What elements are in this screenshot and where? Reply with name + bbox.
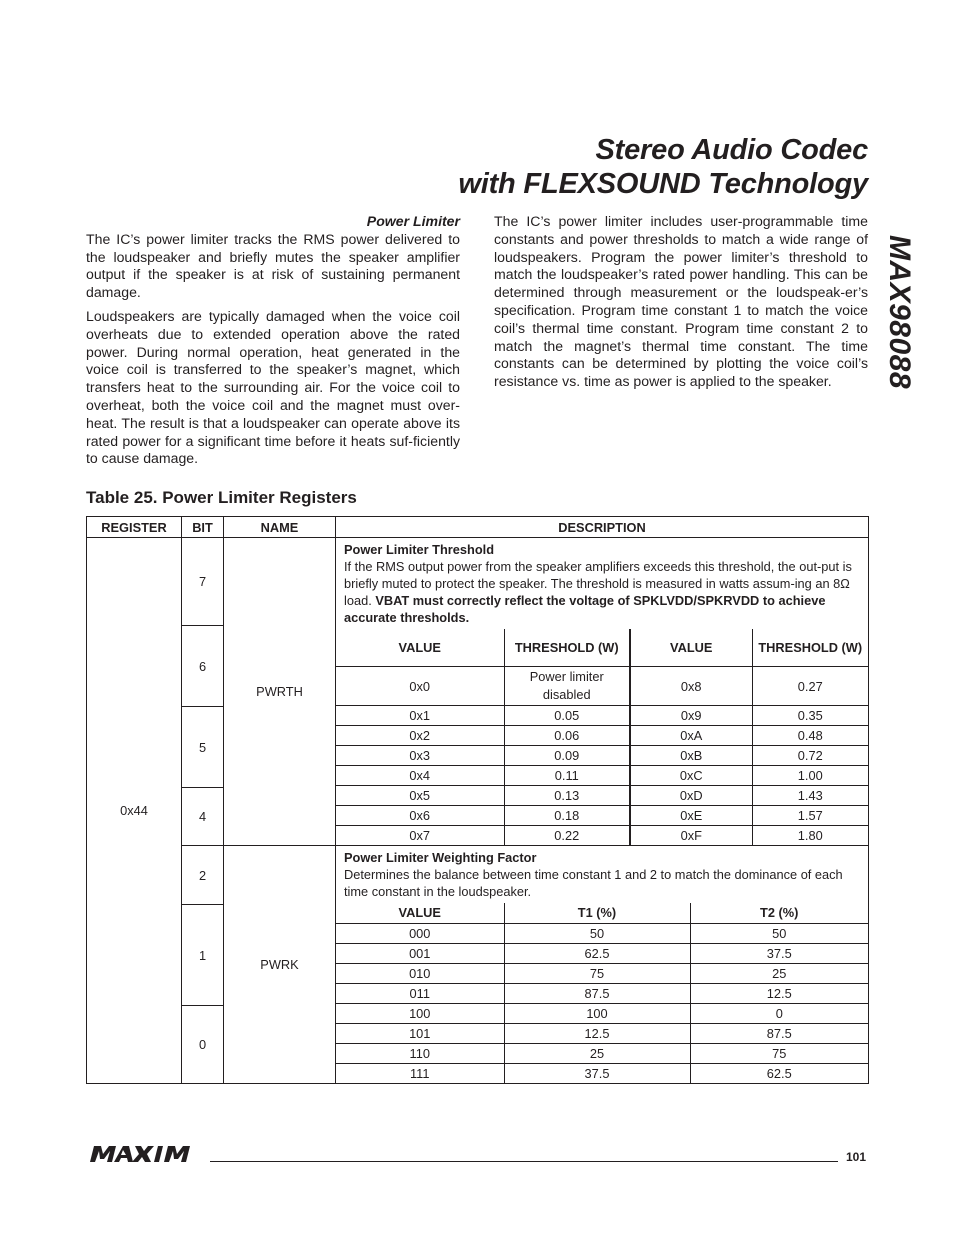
threshold-cell: 0.22 (504, 826, 630, 846)
value-cell: 0x2 (336, 726, 504, 746)
value-cell: 0x8 (630, 667, 752, 706)
column-header: THRESHOLD (W) (504, 629, 630, 667)
description-text: Determines the balance between time constant 1 and 2 to match the dominance of each time constant in the loudspeaker. (344, 867, 843, 899)
value-cell: 0xA (630, 726, 752, 746)
register-address: 0x44 (87, 538, 182, 1084)
threshold-cell: 0.27 (752, 667, 868, 706)
t1-cell: 25 (504, 1044, 690, 1064)
table-header-row (87, 517, 869, 538)
table-row (336, 826, 868, 846)
description-note: VBAT must correctly reflect the voltage of SPKLVDD/SPKRVDD to achieve accurate thresholds. (344, 593, 826, 625)
value-cell: 0x0 (336, 667, 504, 706)
value-cell: 110 (336, 1044, 504, 1064)
t1-cell: 75 (504, 964, 690, 984)
field-name: PWRK (224, 846, 336, 1084)
bit-cell: 5 (182, 707, 224, 788)
bit-cell: 6 (182, 626, 224, 707)
description-cell (336, 538, 869, 846)
weighting-header-row (336, 903, 868, 924)
threshold-cell: 0.09 (504, 746, 630, 766)
weighting-description (336, 846, 868, 903)
t1-cell: 37.5 (504, 1064, 690, 1084)
table-row (336, 1044, 868, 1064)
t2-cell: 87.5 (690, 1024, 868, 1044)
t1-cell: 62.5 (504, 944, 690, 964)
footer-rule (210, 1161, 838, 1162)
value-cell: 0x3 (336, 746, 504, 766)
column-header: VALUE (630, 629, 752, 667)
threshold-cell: 0.06 (504, 726, 630, 746)
threshold-header-row (336, 629, 868, 667)
table-row (336, 1024, 868, 1044)
bit-cell: 2 (182, 846, 224, 905)
table-row (336, 726, 868, 746)
bit-cell: 4 (182, 788, 224, 846)
threshold-cell: 0.11 (504, 766, 630, 786)
description-title: Power Limiter Threshold (344, 542, 495, 557)
table-row (87, 538, 869, 626)
threshold-cell: 0.35 (752, 706, 868, 726)
t2-cell: 75 (690, 1044, 868, 1064)
table-caption: Table 25. Power Limiter Registers (86, 488, 357, 507)
column-header: REGISTER (87, 517, 182, 538)
value-cell: 100 (336, 1004, 504, 1024)
value-cell: 0x5 (336, 786, 504, 806)
power-limiter-registers-table (86, 516, 869, 1084)
threshold-cell: 1.80 (752, 826, 868, 846)
threshold-cell: 1.00 (752, 766, 868, 786)
t2-cell: 37.5 (690, 944, 868, 964)
threshold-description (336, 538, 868, 629)
column-header: VALUE (336, 903, 504, 924)
column-header: THRESHOLD (W) (752, 629, 868, 667)
t1-cell: 50 (504, 924, 690, 944)
t2-cell: 0 (690, 1004, 868, 1024)
page-number: 101 (846, 1150, 867, 1164)
table-row (336, 1064, 868, 1084)
table-row (336, 786, 868, 806)
table-row (336, 746, 868, 766)
table-row (336, 667, 868, 706)
threshold-table (336, 629, 868, 845)
threshold-cell: 0.72 (752, 746, 868, 766)
t1-cell: 100 (504, 1004, 690, 1024)
bit-cell: 0 (182, 1006, 224, 1084)
paragraph: The IC’s power limiter includes user-programmable time constants and power thresholds to match a wide range of loudspeakers. Program the power limiter’s threshold to match the loudspeaker’s rated power handling. This can be determined through measurement or the loudspeak-er’s specification. Program time constant 1 to match the voice coil’s thermal time constant. Program time constant 2 to match the magnet’s thermal time constant. The time constants can be determined by plotting the voice coil’s resistance vs. time as power is applied to the speaker. (494, 213, 868, 390)
threshold-cell: 0.05 (504, 706, 630, 726)
description-cell (336, 846, 869, 1084)
t2-cell: 12.5 (690, 984, 868, 1004)
column-header: T1 (%) (504, 903, 690, 924)
column-header: NAME (224, 517, 336, 538)
table-row (336, 964, 868, 984)
paragraph: Loudspeakers are typically damaged when the voice coil overheats due to extended operation above the rated power. During normal operation, heat generated in the voice coil is transferred to the speaker’s magnet, which transfers heat to the surrounding air. For the voice coil to overheat, both the voice coil and the magnet must over-heat. The result is that a loudspeaker can operate above its rated power for a significant time before it heats suf-ficiently to cause damage. (86, 307, 460, 467)
weighting-table (336, 903, 868, 1083)
paragraph: The IC’s power limiter tracks the RMS power delivered to the loudspeaker and briefly mutes the speaker amplifier output if the speaker is at risk of sustaining permanent damage. (86, 230, 460, 301)
column-header: VALUE (336, 629, 504, 667)
value-cell: 101 (336, 1024, 504, 1044)
table-row (336, 806, 868, 826)
value-cell: 010 (336, 964, 504, 984)
threshold-cell: 1.43 (752, 786, 868, 806)
threshold-cell: Power limiter disabled (504, 667, 630, 706)
value-cell: 011 (336, 984, 504, 1004)
table-row (336, 984, 868, 1004)
description-title: Power Limiter Weighting Factor (344, 850, 537, 865)
column-header: BIT (182, 517, 224, 538)
table-row (336, 766, 868, 786)
value-cell: 0x9 (630, 706, 752, 726)
value-cell: 0xD (630, 786, 752, 806)
value-cell: 111 (336, 1064, 504, 1084)
title-line-1: Stereo Audio Codec (595, 134, 868, 166)
value-cell: 0xB (630, 746, 752, 766)
left-column (86, 213, 460, 474)
threshold-cell: 0.48 (752, 726, 868, 746)
t1-cell: 12.5 (504, 1024, 690, 1044)
table-row (336, 1004, 868, 1024)
value-cell: 0xC (630, 766, 752, 786)
value-cell: 0x7 (336, 826, 504, 846)
value-cell: 0xE (630, 806, 752, 826)
value-cell: 0x6 (336, 806, 504, 826)
maxim-logo (88, 1145, 200, 1163)
value-cell: 0x4 (336, 766, 504, 786)
threshold-cell: 0.13 (504, 786, 630, 806)
table-row (336, 924, 868, 944)
part-number-sidebar (882, 212, 916, 412)
value-cell: 0x1 (336, 706, 504, 726)
threshold-cell: 0.18 (504, 806, 630, 826)
value-cell: 000 (336, 924, 504, 944)
bit-cell: 7 (182, 538, 224, 626)
column-header: DESCRIPTION (336, 517, 869, 538)
right-column (494, 213, 868, 397)
field-name: PWRTH (224, 538, 336, 846)
section-heading: Power Limiter (366, 213, 460, 229)
t2-cell: 62.5 (690, 1064, 868, 1084)
title-line-2: with FLEXSOUND Technology (458, 168, 868, 200)
t1-cell: 87.5 (504, 984, 690, 1004)
value-cell: 001 (336, 944, 504, 964)
part-number: MAX98088 (883, 234, 916, 390)
t2-cell: 50 (690, 924, 868, 944)
value-cell: 0xF (630, 826, 752, 846)
document-title (458, 133, 868, 201)
t2-cell: 25 (690, 964, 868, 984)
table-row (87, 846, 869, 905)
threshold-cell: 1.57 (752, 806, 868, 826)
bit-cell: 1 (182, 905, 224, 1006)
column-header: T2 (%) (690, 903, 868, 924)
table-row (336, 944, 868, 964)
description-text: If the RMS output power from the speaker amplifiers exceeds this threshold, the out-put is briefly muted to protect the speaker. The threshold is measured in watts assum-ing an 8Ω load. (344, 559, 852, 608)
table-row (336, 706, 868, 726)
